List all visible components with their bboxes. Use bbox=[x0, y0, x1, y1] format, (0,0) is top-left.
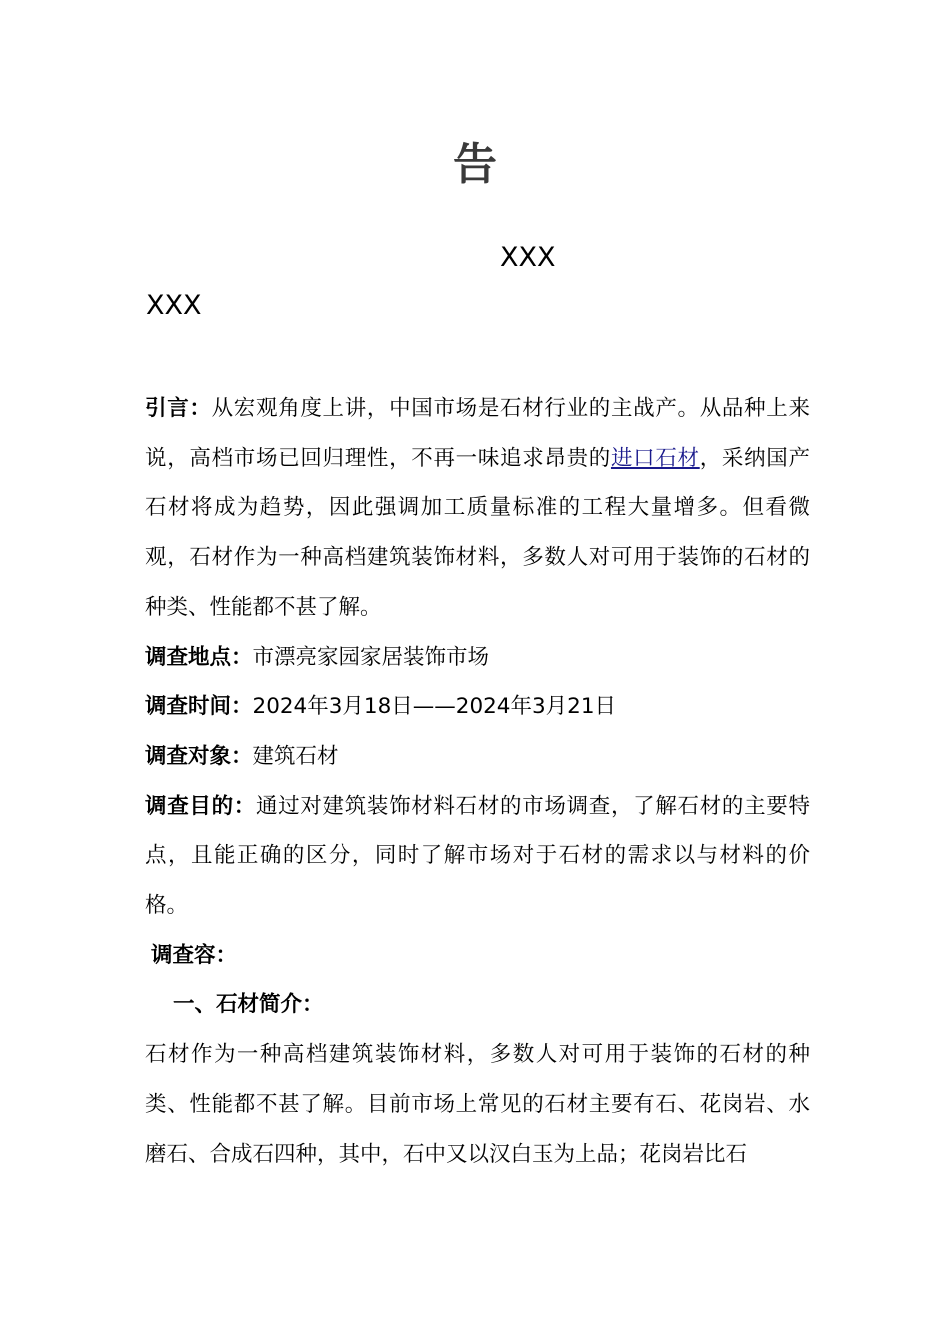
survey-purpose-paragraph bbox=[145, 782, 810, 931]
intro-text-start: 从宏观角度上讲，中国市场是石材行业的主战产。从品种上来说，高档市场已回归理性，不再一味追求昂贵的 bbox=[145, 396, 810, 471]
survey-object-line bbox=[145, 732, 810, 782]
imported-stone-link[interactable]: 进口石材 bbox=[610, 445, 700, 471]
document-body bbox=[145, 384, 810, 1179]
survey-purpose-value: 通过对建筑装饰材料石材的市场调查，了解石材的主要特点，且能正确的区分，同时了解市场对于石材的需求以与材料的价格。 bbox=[145, 793, 810, 919]
survey-purpose-label: 调查目的： bbox=[145, 793, 256, 819]
survey-location-label: 调查地点： bbox=[145, 644, 253, 670]
survey-content-label: 调查容： bbox=[151, 942, 238, 968]
intro-label: 引言： bbox=[145, 396, 212, 421]
survey-object-value: 建筑石材 bbox=[252, 743, 339, 769]
author-name-left: XXX bbox=[146, 290, 202, 321]
author-name-centered: XXX bbox=[500, 242, 556, 273]
survey-object-label: 调查对象： bbox=[145, 743, 253, 769]
section-one-title: 一、石材简介： bbox=[173, 992, 324, 1018]
intro-text-end: ，采纳国产石材将成为趋势，因此强调加工质量标准的工程大量增多。但看微观，石材作为一种高档建筑装饰材料，多数人对可用于装饰的石材的种类、性能都不甚了解。 bbox=[145, 445, 810, 620]
intro-paragraph bbox=[145, 384, 810, 633]
document-title: 告 bbox=[453, 139, 497, 190]
survey-location-line bbox=[145, 633, 810, 683]
section-one-heading bbox=[145, 980, 810, 1030]
survey-location-value: 市漂亮家园家居装饰市场 bbox=[252, 644, 490, 670]
survey-time-line bbox=[145, 682, 810, 732]
survey-content-heading bbox=[145, 931, 810, 981]
section-one-paragraph: 石材作为一种高档建筑装饰材料，多数人对可用于装饰的石材的种类、性能都不甚了解。目前市场上常见的石材主要有石、花岗岩、水磨石、合成石四种，其中，石中又以汉白玉为上品；花岗岩比石 bbox=[145, 1042, 810, 1167]
survey-time-value: 2024年3月18日——2024年3月21日 bbox=[252, 694, 617, 720]
survey-time-label: 调查时间： bbox=[145, 694, 253, 720]
